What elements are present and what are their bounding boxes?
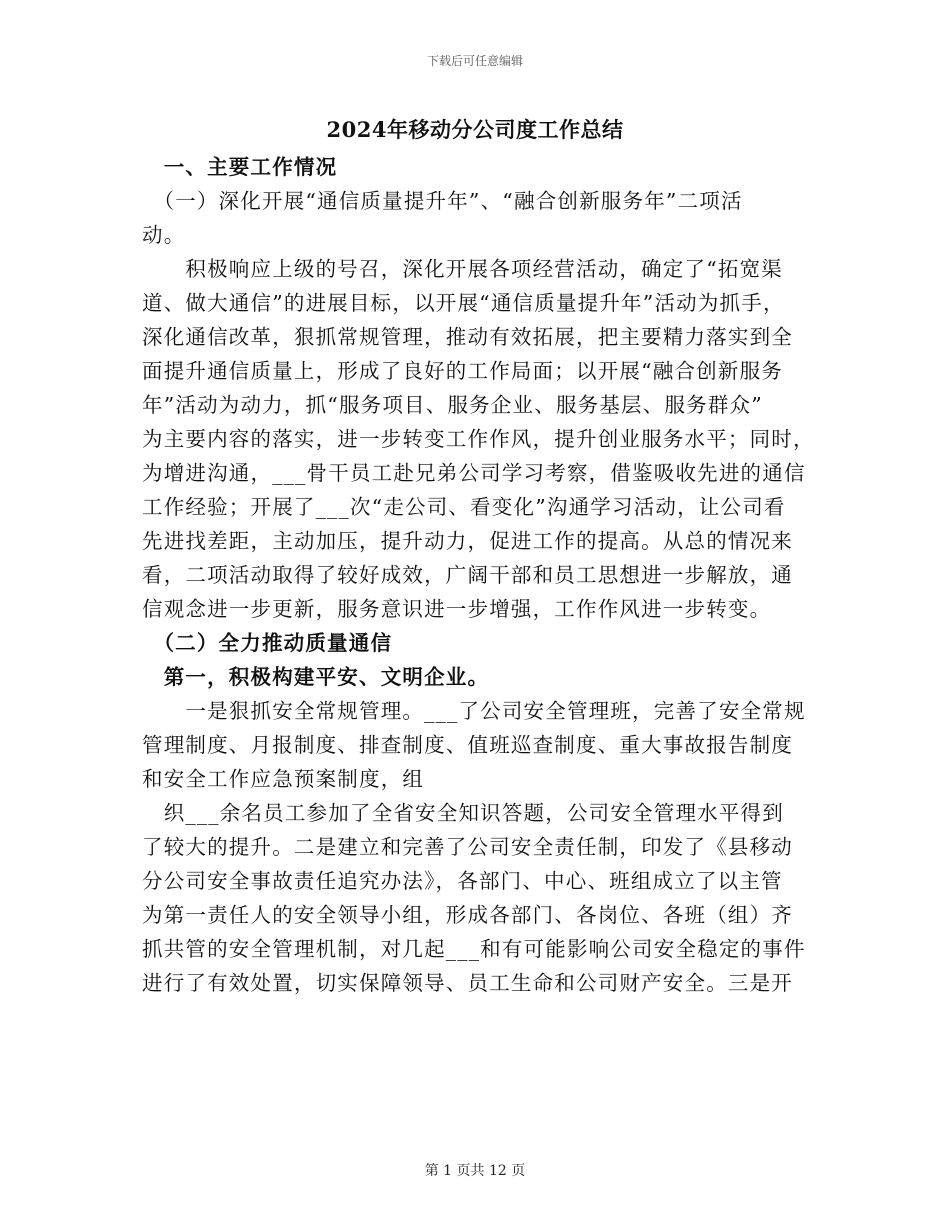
paragraph-line: 动。	[142, 223, 186, 247]
paragraph-line: 为第一责任人的安全领导小组，形成各部门、各岗位、各班（组）齐	[142, 903, 793, 927]
document-body	[142, 150, 815, 1000]
paragraph-line: 为主要内容的落实，进一步转变工作作风，提升创业服务水平；同时，	[142, 427, 815, 451]
paragraph-line: 信观念进一步更新，服务意识进一步增强，工作作风进一步转变。	[142, 597, 772, 621]
paragraph-line: 先进找差距，主动加压，提升动力，促进工作的提高。从总的情况来	[142, 529, 793, 553]
paragraph-line: （一）深化开展“通信质量提升年”、“融合创新服务年”二项活	[142, 189, 743, 213]
header-note: 下载后可任意编辑	[426, 54, 523, 68]
paragraph-line: 织___余名员工参加了全省安全知识答题，公司安全管理水平得到	[142, 801, 784, 825]
section-heading: （二）全力推动质量通信	[142, 631, 393, 655]
paragraph-line: 了较大的提升。二是建立和完善了公司安全责任制，印发了《县移动	[142, 835, 793, 859]
paragraph-line: 进行了有效处置，切实保障领导、员工生命和公司财产安全。三是开	[142, 971, 793, 995]
paragraph-line: 一是狠抓安全常规管理。___了公司安全管理班，完善了安全常规	[142, 699, 806, 723]
paragraph-line: 管理制度、月报制度、排查制度、值班巡查制度、重大事故报告制度	[142, 733, 793, 757]
paragraph-line: 工作经验；开展了___次“走公司、看变化”沟通学习活动，让公司看	[142, 495, 786, 519]
paragraph-line: 分公司安全事故责任追究办法》，各部门、中心、班组成立了以主管	[142, 869, 783, 893]
document-title: 2024年移动分公司度工作总结	[326, 117, 624, 142]
section-heading: 一、主要工作情况	[142, 155, 338, 179]
paragraph-line: 深化通信改革，狠抓常规管理，推动有效拓展，把主要精力落实到全	[142, 325, 793, 349]
paragraph-line: 面提升通信质量上，形成了良好的工作局面；以开展“融合创新服务	[142, 359, 783, 383]
paragraph-line: 抓共管的安全管理机制，对几起___和有可能影响公司安全稳定的事件	[142, 937, 806, 961]
paragraph-line: 为增进沟通，___骨干员工赴兄弟公司学习考察，借鉴吸收先进的通信	[142, 461, 806, 485]
paragraph-line: 和安全工作应急预案制度，组	[142, 767, 425, 791]
section-heading: 第一，积极构建平安、文明企业。	[142, 665, 490, 689]
paragraph-line: 看，二项活动取得了较好成效，广阔干部和员工思想进一步解放，通	[142, 563, 793, 587]
page-footer: 第 1 页共 12 页	[424, 1163, 526, 1179]
paragraph-line: 年”活动为动力，抓“服务项目、服务企业、服务基层、服务群众”	[142, 393, 763, 417]
paragraph-line: 积极响应上级的号召，深化开展各项经营活动，确定了“拓宽渠	[142, 257, 783, 281]
paragraph-line: 道、做大通信”的进展目标，以开展“通信质量提升年”活动为抓手，	[142, 291, 785, 315]
